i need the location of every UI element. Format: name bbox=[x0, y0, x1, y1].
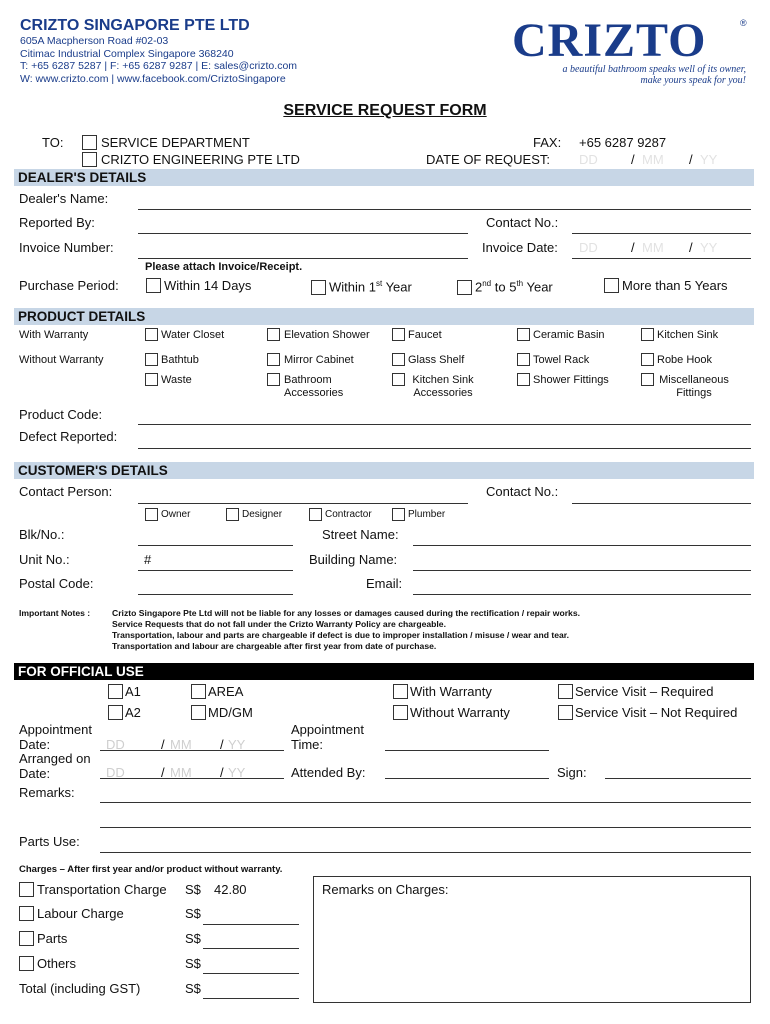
customer-contact-label: Contact No.: bbox=[486, 484, 559, 499]
plumber-label: Plumber bbox=[408, 509, 446, 520]
designer-label: Designer bbox=[242, 509, 283, 520]
faucet-checkbox[interactable] bbox=[392, 328, 405, 341]
street-name-field[interactable] bbox=[413, 545, 751, 546]
date-sep: / bbox=[689, 240, 693, 255]
attended-by-field[interactable] bbox=[385, 778, 549, 779]
email-label: Email: bbox=[366, 576, 403, 591]
transportation-currency: S$ bbox=[185, 882, 201, 897]
mm-placeholder: MM bbox=[170, 737, 192, 752]
more-than-5-years-checkbox[interactable] bbox=[604, 278, 619, 293]
date-sep: / bbox=[220, 737, 224, 752]
invoice-date-underline bbox=[572, 258, 751, 259]
remarks-line-2[interactable] bbox=[100, 827, 751, 828]
service-visit-not-required-checkbox[interactable] bbox=[558, 705, 573, 720]
ceramic-basin-checkbox[interactable] bbox=[517, 328, 530, 341]
invoice-date-field[interactable] bbox=[579, 240, 749, 255]
bathroom-accessories-label bbox=[284, 374, 343, 400]
bathroom-text: Bathroom bbox=[284, 374, 332, 386]
fax-label: FAX: bbox=[533, 135, 562, 150]
miscellaneous-fittings-checkbox[interactable] bbox=[641, 373, 654, 386]
area-checkbox[interactable] bbox=[191, 684, 206, 699]
within-14-days-checkbox[interactable] bbox=[146, 278, 161, 293]
appointment-date-label bbox=[19, 722, 92, 752]
date-sep: / bbox=[631, 152, 635, 167]
crizto-logo: CRIZTO bbox=[512, 14, 707, 67]
labour-charge-label: Labour Charge bbox=[37, 906, 124, 921]
labour-charge-checkbox[interactable] bbox=[19, 906, 34, 921]
others-charge-field[interactable] bbox=[203, 973, 299, 974]
dd-placeholder: DD bbox=[106, 737, 125, 752]
dealer-contact-label: Contact No.: bbox=[486, 215, 559, 230]
defect-reported-label: Defect Reported: bbox=[19, 429, 118, 444]
official-without-warranty-label: Without Warranty bbox=[410, 705, 510, 720]
note-line: Transportation, labour and parts are chargeable if defect is due to improper installation / misuse / wear and tear. bbox=[112, 630, 570, 640]
official-use-heading: FOR OFFICIAL USE bbox=[18, 664, 144, 679]
glass-shelf-checkbox[interactable] bbox=[392, 353, 405, 366]
parts-checkbox[interactable] bbox=[19, 931, 34, 946]
important-notes-label: Important Notes : bbox=[19, 608, 91, 618]
shower-fittings-label: Shower Fittings bbox=[533, 374, 609, 386]
transportation-charge-label: Transportation Charge bbox=[37, 882, 167, 897]
arranged-on-date-underline bbox=[100, 778, 284, 779]
total-charge-field[interactable] bbox=[203, 998, 299, 999]
date-sep: / bbox=[161, 765, 165, 780]
water-closet-label: Water Closet bbox=[161, 329, 225, 341]
unit-no-label: Unit No.: bbox=[19, 552, 70, 567]
service-department-label: SERVICE DEPARTMENT bbox=[101, 135, 250, 150]
towel-rack-label: Towel Rack bbox=[533, 354, 590, 366]
unit-no-prefix: # bbox=[144, 552, 152, 567]
yy-placeholder: YY bbox=[228, 737, 246, 752]
dealers-name-field[interactable] bbox=[138, 209, 751, 210]
waste-checkbox[interactable] bbox=[145, 373, 158, 386]
building-name-label: Building Name: bbox=[309, 552, 398, 567]
bathtub-checkbox[interactable] bbox=[145, 353, 158, 366]
sign-label: Sign: bbox=[557, 765, 587, 780]
official-with-warranty-label: With Warranty bbox=[410, 684, 492, 699]
kitchen-sink-accessories-checkbox[interactable] bbox=[392, 373, 405, 386]
kitchen-sink-accessories-label bbox=[405, 374, 481, 400]
2nd-to-5th-year-checkbox[interactable] bbox=[457, 280, 472, 295]
dealers-details-bar bbox=[14, 169, 754, 186]
to-label: TO: bbox=[42, 135, 64, 150]
mdgm-label: MD/GM bbox=[208, 705, 253, 720]
others-checkbox[interactable] bbox=[19, 956, 34, 971]
official-use-bar bbox=[14, 663, 754, 680]
fax-value: +65 6287 9287 bbox=[579, 135, 667, 150]
company-address-1: 605A Macpherson Road #02-03 bbox=[20, 35, 169, 47]
date-text: Date: bbox=[19, 766, 51, 781]
company-header bbox=[20, 17, 297, 85]
attended-by-label: Attended By: bbox=[291, 765, 366, 780]
date-sep: / bbox=[220, 765, 224, 780]
appointment-time-label bbox=[291, 722, 364, 752]
a1-checkbox[interactable] bbox=[108, 684, 123, 699]
parts-currency: S$ bbox=[185, 931, 201, 946]
note-line: Crizto Singapore Pte Ltd will not be liable for any losses or damages caused during the rectification / repair works. bbox=[112, 608, 580, 618]
invoice-number-field[interactable] bbox=[138, 258, 468, 259]
official-without-warranty-checkbox[interactable] bbox=[393, 705, 408, 720]
service-department-checkbox[interactable] bbox=[82, 135, 97, 150]
blk-no-label: Blk/No.: bbox=[19, 527, 65, 542]
designer-checkbox[interactable] bbox=[226, 508, 239, 521]
dd-placeholder: DD bbox=[579, 152, 598, 167]
remarks-line-1[interactable] bbox=[100, 802, 751, 803]
product-code-field[interactable] bbox=[138, 424, 751, 425]
customer-contact-field[interactable] bbox=[572, 503, 751, 504]
email-field[interactable] bbox=[413, 594, 751, 595]
mirror-cabinet-checkbox[interactable] bbox=[267, 353, 280, 366]
miscellaneous-text: Miscellaneous bbox=[659, 374, 729, 386]
owner-checkbox[interactable] bbox=[145, 508, 158, 521]
sign-field[interactable] bbox=[605, 778, 751, 779]
elevation-shower-checkbox[interactable] bbox=[267, 328, 280, 341]
mm-placeholder: MM bbox=[170, 765, 192, 780]
faucet-label: Faucet bbox=[408, 329, 442, 341]
without-warranty-label: Without Warranty bbox=[19, 354, 104, 366]
product-details-bar bbox=[14, 308, 754, 325]
kitchen-sink-label: Kitchen Sink bbox=[657, 329, 719, 341]
postal-code-field[interactable] bbox=[138, 594, 293, 595]
kitchen-sink-text: Kitchen Sink bbox=[412, 374, 474, 386]
period-opt2-text: Within 1 bbox=[329, 279, 376, 295]
others-label: Others bbox=[37, 956, 77, 971]
service-visit-not-required-label: Service Visit – Not Required bbox=[575, 705, 738, 720]
accessories-text: Accessories bbox=[413, 387, 473, 399]
ceramic-basin-label: Ceramic Basin bbox=[533, 329, 605, 341]
appointment-text: Appointment bbox=[291, 722, 364, 737]
labour-currency: S$ bbox=[185, 906, 201, 921]
date-sep: / bbox=[161, 737, 165, 752]
note-line: Transportation and labour are chargeable after first year from date of purchase. bbox=[112, 641, 437, 651]
dd-placeholder: DD bbox=[579, 240, 598, 255]
yy-placeholder: YY bbox=[700, 240, 718, 255]
others-currency: S$ bbox=[185, 956, 201, 971]
labour-charge-field[interactable] bbox=[203, 924, 299, 925]
within-1st-year-checkbox[interactable] bbox=[311, 280, 326, 295]
charges-heading: Charges – After first year and/or product without warranty. bbox=[19, 864, 283, 875]
service-visit-required-label: Service Visit – Required bbox=[575, 684, 714, 699]
glass-shelf-label: Glass Shelf bbox=[408, 354, 465, 366]
period-opt3-sup1: nd bbox=[482, 279, 492, 288]
remarks-label: Remarks: bbox=[19, 785, 75, 800]
purchase-period-label: Purchase Period: bbox=[19, 278, 119, 293]
registered-mark: ® bbox=[740, 18, 747, 28]
note-line: Service Requests that do not fall under the Crizto Warranty Policy are chargeable. bbox=[112, 619, 446, 629]
reported-by-field[interactable] bbox=[138, 233, 468, 234]
2nd-to-5th-year-label bbox=[475, 279, 553, 294]
company-name: CRIZTO SINGAPORE PTE LTD bbox=[20, 17, 250, 34]
parts-use-field[interactable] bbox=[100, 852, 751, 853]
period-opt3-c: Year bbox=[523, 279, 553, 295]
customers-details-bar bbox=[14, 462, 754, 479]
shower-fittings-checkbox[interactable] bbox=[517, 373, 530, 386]
parts-charge-field[interactable] bbox=[203, 948, 299, 949]
appointment-time-field[interactable] bbox=[385, 750, 549, 751]
blk-no-field[interactable] bbox=[138, 545, 293, 546]
parts-label: Parts bbox=[37, 931, 68, 946]
a2-checkbox[interactable] bbox=[108, 705, 123, 720]
miscellaneous-fittings-label bbox=[655, 374, 733, 400]
date-text: Date: bbox=[19, 737, 51, 752]
mm-placeholder: MM bbox=[642, 240, 664, 255]
logo-tagline bbox=[500, 64, 746, 86]
invoice-number-label: Invoice Number: bbox=[19, 240, 114, 255]
reported-by-label: Reported By: bbox=[19, 215, 95, 230]
dealers-name-label: Dealer's Name: bbox=[19, 191, 109, 206]
elevation-shower-label: Elevation Shower bbox=[284, 329, 370, 341]
period-opt3-b: to 5 bbox=[491, 279, 517, 295]
company-web: W: www.crizto.com | www.facebook.com/CriztoSingapore bbox=[20, 72, 286, 85]
remarks-on-charges-label: Remarks on Charges: bbox=[322, 882, 449, 897]
total-currency: S$ bbox=[185, 981, 201, 996]
arranged-on-date-label bbox=[19, 751, 91, 781]
appointment-text: Appointment bbox=[19, 722, 92, 737]
tagline-line-1: a beautiful bathroom speaks well of its owner, bbox=[562, 64, 746, 75]
arranged-text: Arranged on bbox=[19, 751, 91, 766]
date-of-request-field[interactable] bbox=[579, 152, 749, 167]
fittings-text: Fittings bbox=[676, 387, 712, 399]
plumber-checkbox[interactable] bbox=[392, 508, 405, 521]
a1-label: A1 bbox=[125, 684, 141, 699]
within-1st-year-label bbox=[329, 279, 412, 294]
date-of-request-label: DATE OF REQUEST: bbox=[426, 152, 550, 167]
a2-label: A2 bbox=[125, 705, 141, 720]
dealers-details-heading: DEALER'S DETAILS bbox=[18, 170, 147, 185]
with-warranty-label: With Warranty bbox=[19, 329, 89, 341]
invoice-date-label: Invoice Date: bbox=[482, 240, 558, 255]
date-sep: / bbox=[689, 152, 693, 167]
transportation-charge-value: 42.80 bbox=[214, 882, 247, 897]
postal-code-label: Postal Code: bbox=[19, 576, 94, 591]
robe-hook-checkbox[interactable] bbox=[641, 353, 654, 366]
more-than-5-years-label: More than 5 Years bbox=[622, 278, 728, 293]
contact-person-label: Contact Person: bbox=[19, 484, 113, 499]
period-opt3-a: 2 bbox=[475, 279, 483, 295]
street-name-label: Street Name: bbox=[322, 527, 399, 542]
area-label: AREA bbox=[208, 684, 244, 699]
official-with-warranty-checkbox[interactable] bbox=[393, 684, 408, 699]
kitchen-sink-checkbox[interactable] bbox=[641, 328, 654, 341]
accessories-text: Accessories bbox=[284, 387, 344, 399]
building-name-field[interactable] bbox=[413, 570, 751, 571]
owner-label: Owner bbox=[161, 509, 191, 520]
mirror-cabinet-label: Mirror Cabinet bbox=[284, 354, 354, 366]
product-code-label: Product Code: bbox=[19, 407, 103, 422]
transportation-charge-checkbox[interactable] bbox=[19, 882, 34, 897]
yy-placeholder: YY bbox=[700, 152, 718, 167]
product-details-heading: PRODUCT DETAILS bbox=[18, 309, 146, 324]
form-title: SERVICE REQUEST FORM bbox=[283, 102, 487, 119]
dd-placeholder: DD bbox=[106, 765, 125, 780]
company-contact: T: +65 6287 5287 | F: +65 6287 9287 | E: sales@crizto.com bbox=[20, 60, 298, 72]
customers-details-heading: CUSTOMER'S DETAILS bbox=[18, 463, 168, 478]
mdgm-checkbox[interactable] bbox=[191, 705, 206, 720]
bathroom-accessories-checkbox[interactable] bbox=[267, 373, 280, 386]
within-14-days-label: Within 14 Days bbox=[164, 278, 252, 293]
company-address-2: Citimac Industrial Complex Singapore 368240 bbox=[20, 47, 234, 60]
attach-note: Please attach Invoice/Receipt. bbox=[145, 261, 303, 273]
water-closet-checkbox[interactable] bbox=[145, 328, 158, 341]
mm-placeholder: MM bbox=[642, 152, 664, 167]
parts-use-label: Parts Use: bbox=[19, 834, 80, 849]
remarks-on-charges-box[interactable] bbox=[313, 876, 751, 1003]
tagline-line-2: make yours speak for you! bbox=[640, 75, 746, 86]
service-visit-required-checkbox[interactable] bbox=[558, 684, 573, 699]
contact-person-field[interactable] bbox=[138, 503, 468, 504]
period-opt3-sup2: th bbox=[516, 279, 524, 288]
bathtub-label: Bathtub bbox=[161, 354, 199, 366]
contractor-checkbox[interactable] bbox=[309, 508, 322, 521]
crizto-engineering-label: CRIZTO ENGINEERING PTE LTD bbox=[101, 152, 300, 167]
period-opt2-sup: st bbox=[375, 279, 383, 288]
unit-no-field[interactable] bbox=[138, 570, 293, 571]
contractor-label: Contractor bbox=[325, 509, 372, 520]
towel-rack-checkbox[interactable] bbox=[517, 353, 530, 366]
waste-label: Waste bbox=[161, 374, 192, 386]
dealer-contact-field[interactable] bbox=[572, 233, 751, 234]
total-label: Total (including GST) bbox=[19, 981, 141, 996]
period-opt2-post: Year bbox=[382, 279, 412, 295]
crizto-engineering-checkbox[interactable] bbox=[82, 152, 97, 167]
important-notes-text bbox=[112, 608, 752, 652]
defect-reported-field[interactable] bbox=[138, 448, 751, 449]
time-text: Time: bbox=[291, 737, 324, 752]
yy-placeholder: YY bbox=[228, 765, 246, 780]
robe-hook-label: Robe Hook bbox=[657, 354, 713, 366]
date-sep: / bbox=[631, 240, 635, 255]
appointment-date-underline bbox=[100, 750, 284, 751]
